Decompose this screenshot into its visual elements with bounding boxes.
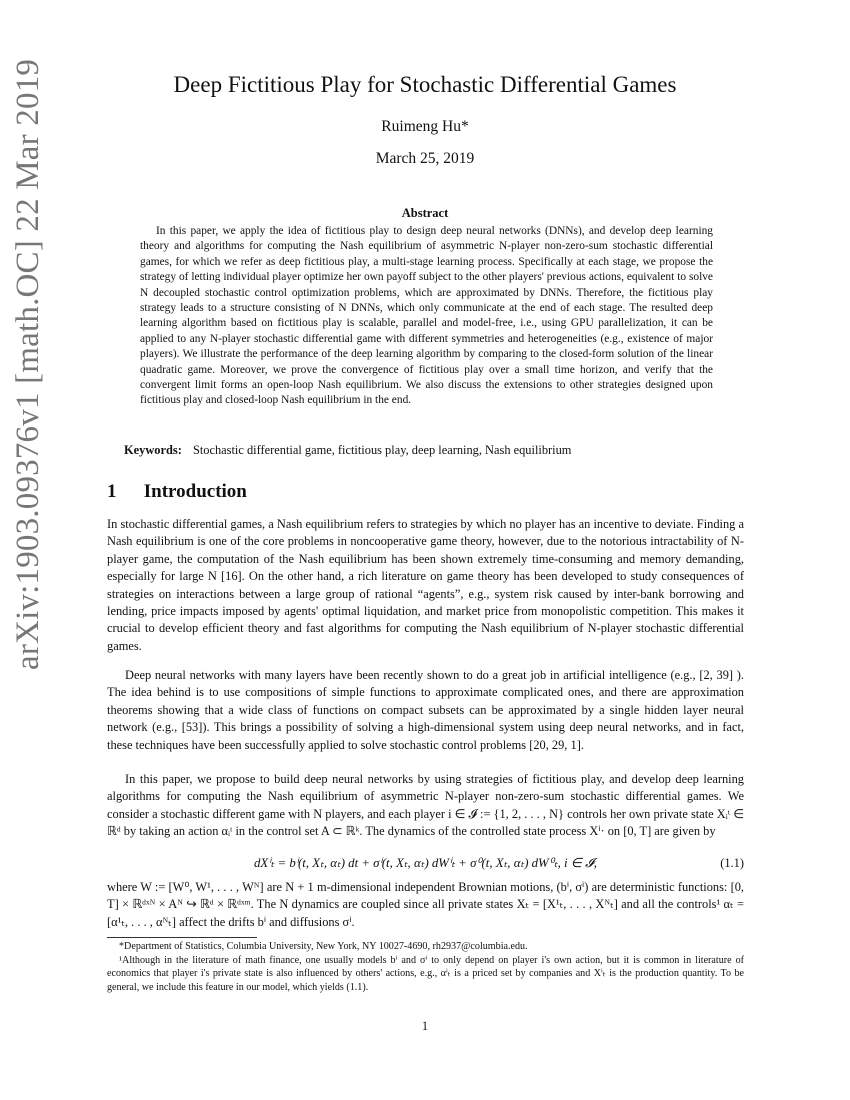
section-title: Introduction	[143, 481, 247, 502]
paragraph: Deep neural networks with many layers have been recently shown to do a great job in artificial intelligence (e.g., [2, 39] ). The idea behind is to use compositions of simple functions to approximate complicated ones, and there are approximation theorems showing that a wide class of functions on compact subsets can be approximated by a single hidden layer neural network (e.g., [53]). This brings a possibility of solving a high-dimensional system using deep neural networks, and in fact, these techniques have been successfully applied to solve stochastic control problems [20, 29, 1].	[107, 668, 744, 752]
footnote: ¹Although in the literature of math finance, one usually models bⁱ and σⁱ to only depend on player i's own action, but it is common in literature of economics that player i's private state is also influenced by others' actions, e.g., αⁱₜ is a priced set by companies and Xⁱₜ is the production quantity. To be general, we include this feature in our model, which yields (1.1).	[107, 955, 744, 993]
page-number: 1	[421, 1019, 429, 1033]
abstract-body: In this paper, we apply the idea of fictitious play to design deep neural networks (DNNs), and develop deep learning theory and algorithms for computing the Nash equilibrium of asymmetric N-player non-zero-sum stochastic differential games, for which we refer as deep fictitious play, a multi-stage learning process. Specifically at each stage, we propose the strategy of letting individual player optimize her own payoff subject to the other players' previous actions, equivalent to solve N decoupled stochastic control optimization problems, which are approximated by DNNs. Therefore, the fictitious play strategy leads to a structure consisting of N DNNs, which only communicate at the end of each stage. The resulted deep learning algorithm based on fictitious play is scalable, parallel and model-free, i.e., using GPU parallelization, it can be applied to any N-player stochastic differential game with different symmetries and heterogeneities (e.g., existence of major players). We illustrate the performance of the deep learning algorithm by comparing to the closed-form solution of the linear quadratic game. Moreover, we prove the convergence of fictitious play over a small time horizon, and verify that the convergent limit forms an open-loop Nash equilibrium. We also discuss the extensions to other strategies designed upon fictitious play and closed-loop Nash equilibrium in the end.	[140, 225, 713, 407]
footnote: *Department of Statistics, Columbia University, New York, NY 10027-4690, rh2937@columbia.edu.	[119, 941, 528, 952]
paragraph: where W := [W⁰, W¹, . . . , Wᴺ] are N + 1 m-dimensional independent Brownian motions, (bⁱ, σⁱ) are deterministic functions: [0, T] × ℝᵈˣᴺ × Aᴺ ↪ ℝᵈ × ℝᵈˣᵐ. The N dynamics are coupled since all private states Xₜ = [X¹ₜ, . . . , Xᴺₜ] and all the controls¹ αₜ = [α¹ₜ, . . . , αᴺₜ] affect the drifts bⁱ and diffusions σⁱ.	[107, 880, 744, 929]
paper-title: Deep Fictitious Play for Stochastic Differential Games	[173, 72, 677, 97]
keywords	[124, 443, 744, 458]
paragraph: In this paper, we propose to build deep neural networks by using strategies of fictitious play, and develop deep learning algorithms for computing the Nash equilibrium of asymmetric N-player non-zero-sum stochastic differential games. We consider a stochastic different game with N players, and each player i ∈ 𝓘 := {1, 2, . . . , N} controls her own private state Xᵢᵗ ∈ ℝᵈ by taking an action αᵢᵗ in the control set A ⊂ ℝᵏ. The dynamics of the controlled state process Xⁱ· on [0, T] are given by	[107, 772, 744, 839]
section-number: 1	[107, 481, 117, 502]
section-heading	[107, 481, 247, 503]
keywords-text: Stochastic differential game, fictitious play, deep learning, Nash equilibrium	[192, 443, 572, 457]
footnote-divider	[107, 937, 257, 938]
paper-date: March 25, 2019	[375, 150, 475, 167]
author-name: Ruimeng Hu*	[381, 118, 469, 135]
arxiv-identifier[interactable]: arXiv:1903.09376v1 [math.OC] 22 Mar 2019	[10, 58, 46, 670]
equation: dXⁱₜ = bⁱ(t, Xₜ, αₜ) dt + σⁱ(t, Xₜ, αₜ) dWⁱₜ + σ⁰(t, Xₜ, αₜ) dW⁰ₜ, i ∈ 𝓘,	[254, 856, 597, 870]
abstract-heading: Abstract	[401, 206, 449, 220]
keywords-label: Keywords:	[124, 443, 182, 457]
paragraph: In stochastic differential games, a Nash equilibrium refers to strategies by which no player has an incentive to deviate. Finding a Nash equilibrium is one of the core problems in noncooperative game theory, however, due to the notorious intractability of N-player game, the computation of the Nash equilibrium has been shown extremely time-consuming and memory demanding, especially for large N [16]. On the other hand, a rich literature on game theory has been developed to study consequences of strategies on interactions between a large group of rational “agents”, e.g., system risk caused by inter-bank borrowing and lending, price impacts imposed by agents' optimal liquidation, and market price from monopolistic competition. This makes it crucial to develop efficient theory and fast algorithms for computing the Nash equilibrium of N-player stochastic differential games.	[107, 517, 744, 653]
equation-number: (1.1)	[720, 856, 744, 870]
